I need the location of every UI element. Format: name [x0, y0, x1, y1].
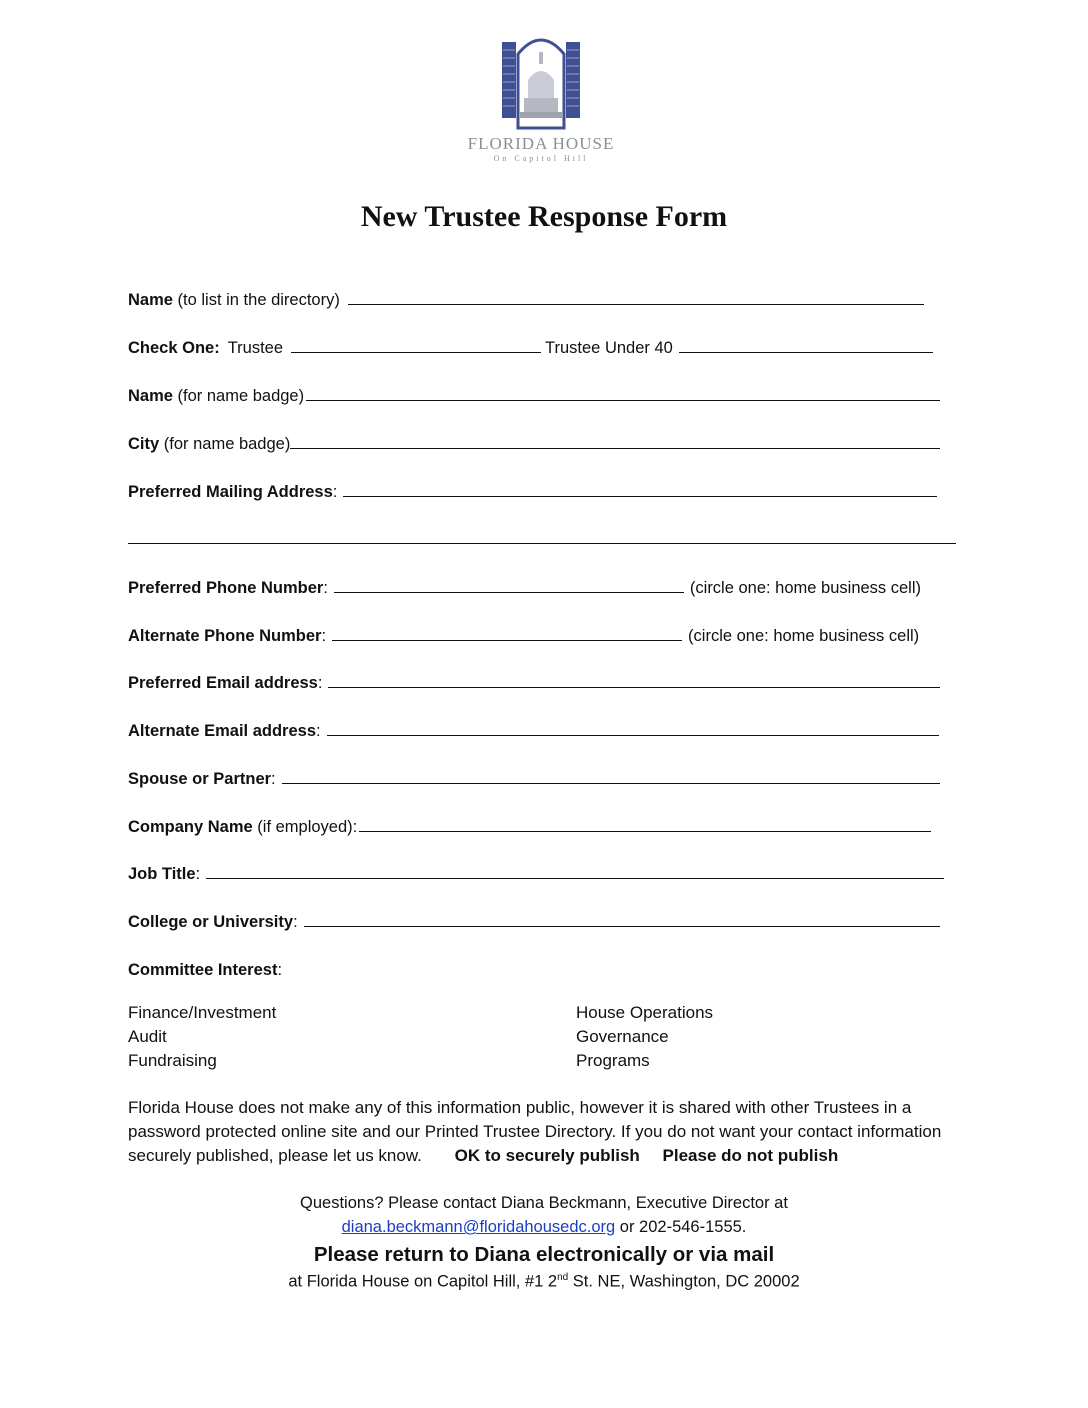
- do-not-publish-option[interactable]: Please do not publish: [662, 1146, 839, 1165]
- field-label-note: (to list in the directory): [172, 291, 340, 309]
- trustee-check-line[interactable]: [291, 352, 541, 353]
- field-label: Preferred Email address: [128, 674, 318, 692]
- field-label-colon: :: [195, 865, 201, 883]
- field-label-colon: :: [293, 913, 298, 931]
- field-spouse-partner: [128, 763, 940, 789]
- field-label: Preferred Phone Number: [128, 579, 324, 597]
- name-badge-input-line[interactable]: [306, 400, 940, 401]
- privacy-notice: [128, 1096, 958, 1168]
- field-job-title: [128, 858, 944, 884]
- field-label: City: [128, 435, 160, 453]
- field-label: Job Title: [128, 865, 196, 883]
- field-alternate-email: [128, 715, 939, 741]
- field-label-colon: :: [323, 579, 328, 597]
- field-preferred-email: [128, 667, 940, 693]
- college-input-line[interactable]: [304, 926, 940, 927]
- field-preferred-phone: [128, 572, 921, 598]
- field-label-colon: :: [332, 483, 338, 501]
- field-label: Preferred Mailing Address: [128, 483, 333, 501]
- field-label: Committee Interest: [128, 961, 278, 979]
- address-part: at Florida House on Capitol Hill, #1 2: [288, 1272, 558, 1291]
- committee-option[interactable]: Programs: [576, 1051, 650, 1070]
- contact-email-link[interactable]: diana.beckmann@floridahousedc.org: [341, 1218, 616, 1236]
- form-title: New Trustee Response Form: [360, 200, 728, 233]
- questions-line: Questions? Please contact Diana Beckmann, Executive Director at: [300, 1194, 788, 1212]
- field-label-note: (for name badge): [159, 435, 291, 453]
- mailing-address-line: [0, 1272, 1088, 1292]
- address-ordinal: nd: [557, 1272, 569, 1283]
- field-label-note: (for name badge): [172, 387, 305, 405]
- field-label: Name: [128, 387, 173, 405]
- field-label-colon: :: [271, 770, 276, 788]
- contact-phone: or 202-546-1555.: [615, 1218, 747, 1236]
- field-label-colon: :: [316, 722, 321, 740]
- field-label: Alternate Phone Number: [128, 627, 322, 645]
- ok-to-publish-option[interactable]: OK to securely publish: [454, 1146, 640, 1165]
- privacy-text: Florida House does not make any of this information public, however it is shared with other Trustees in a password protected online site and our Printed Trustee Directory. If you do not want your contact information securely published, please let us know.: [128, 1098, 942, 1165]
- option-trustee-label: Trustee: [227, 339, 284, 357]
- contact-line: [0, 1218, 1088, 1237]
- field-label-note: (if employed):: [252, 818, 358, 836]
- committee-option[interactable]: Audit: [128, 1027, 167, 1046]
- logo-text: [446, 134, 636, 164]
- committee-option[interactable]: Finance/Investment: [128, 1003, 277, 1022]
- name-directory-input-line[interactable]: [348, 304, 924, 305]
- option-trustee-under-40-label: Trustee Under 40: [545, 339, 673, 357]
- field-college: [128, 906, 940, 932]
- field-alternate-phone: [128, 620, 919, 646]
- preferred-email-input-line[interactable]: [328, 687, 940, 688]
- field-label: College or University: [128, 913, 294, 931]
- field-mailing-address: [128, 476, 937, 502]
- committee-option[interactable]: Governance: [576, 1027, 669, 1046]
- committee-option[interactable]: House Operations: [576, 1003, 714, 1022]
- field-check-one: [128, 332, 933, 358]
- florida-house-logo: [500, 28, 582, 132]
- field-city-badge: [128, 428, 940, 454]
- city-input-line[interactable]: [290, 448, 940, 449]
- job-title-input-line[interactable]: [206, 878, 944, 879]
- logo-subtitle: On Capitol Hill: [493, 154, 589, 163]
- spouse-input-line[interactable]: [282, 783, 940, 784]
- phone-type-note: (circle one: home business cell): [689, 579, 922, 597]
- field-label: Alternate Email address: [128, 722, 316, 740]
- field-label-colon: :: [321, 627, 327, 645]
- trustee-under-40-check-line[interactable]: [679, 352, 933, 353]
- alternate-phone-input-line[interactable]: [332, 640, 682, 641]
- field-label: Company Name: [128, 818, 253, 836]
- mailing-address-line-2[interactable]: [128, 543, 956, 544]
- committee-list-left: [128, 1001, 276, 1073]
- field-company-name: [128, 811, 931, 837]
- mailing-address-input-line[interactable]: [343, 496, 937, 497]
- committee-list-right: [576, 1001, 713, 1073]
- field-committee-interest: [128, 954, 282, 980]
- logo-name: FLORIDA HOUSE: [467, 134, 615, 153]
- alternate-email-input-line[interactable]: [327, 735, 939, 736]
- committee-option[interactable]: Fundraising: [128, 1051, 217, 1070]
- address-part: St. NE, Washington, DC 20002: [568, 1272, 800, 1291]
- field-label: Name: [128, 291, 173, 309]
- field-label-colon: :: [317, 674, 323, 692]
- field-label: Spouse or Partner: [128, 770, 272, 788]
- return-instructions: Please return to Diana electronically or via mail: [313, 1243, 775, 1266]
- preferred-phone-input-line[interactable]: [334, 592, 684, 593]
- field-name-badge: [128, 380, 940, 406]
- field-name-directory: [128, 284, 924, 310]
- phone-type-note: (circle one: home business cell): [688, 627, 920, 645]
- field-label: Check One:: [128, 339, 220, 357]
- field-label-colon: :: [277, 961, 283, 979]
- company-input-line[interactable]: [359, 831, 931, 832]
